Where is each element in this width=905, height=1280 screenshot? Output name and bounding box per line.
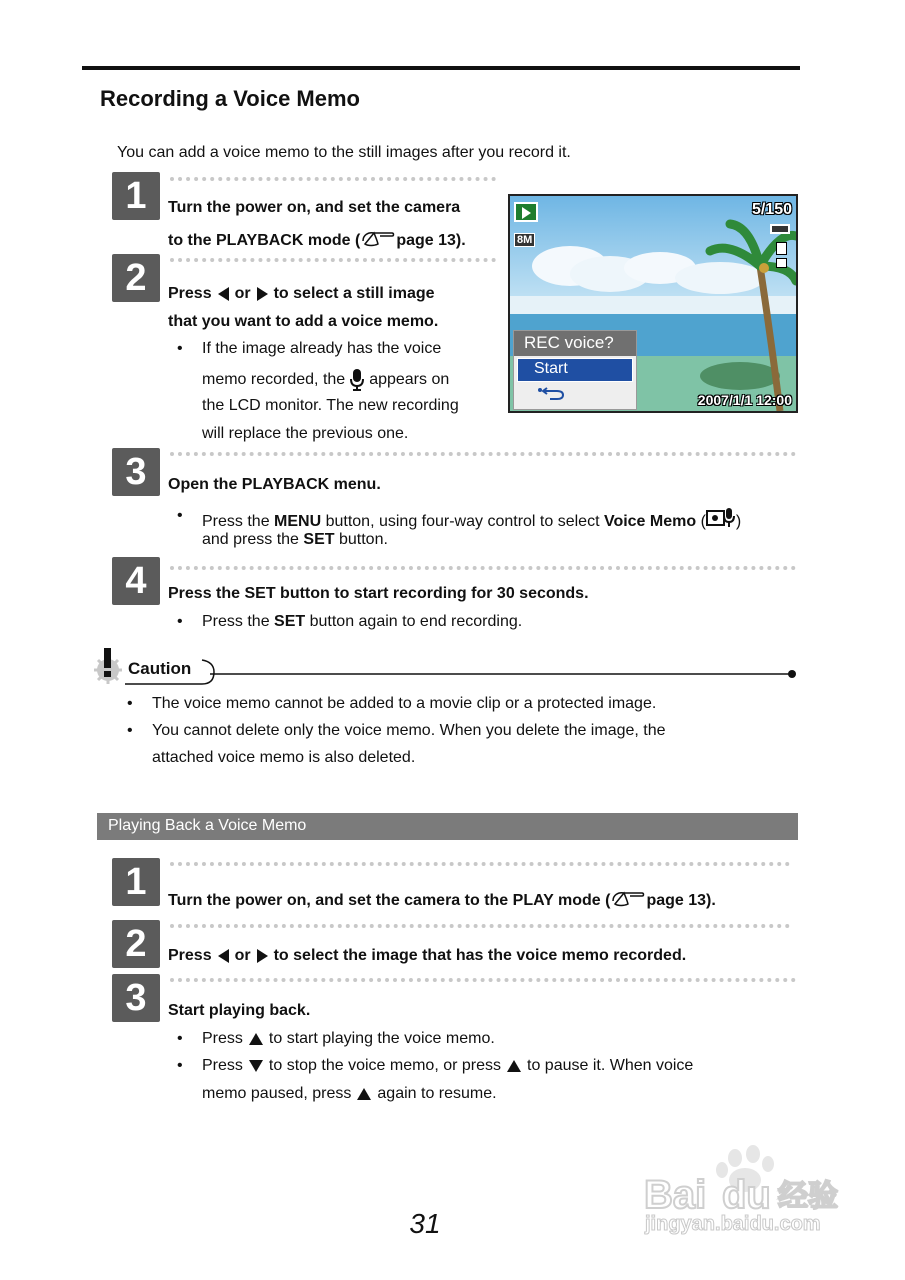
caution-item-1: • The voice memo cannot be added to a movie clip or a protected image. [152,695,656,713]
playback-step-1-text: Turn the power on, and set the camera to the PLAY mode ( page 13). [168,887,716,910]
playback-step-2-text: Press or to select the image that has the voice memo recorded. [168,947,687,964]
playback-step-3-number: 3 [112,974,160,1022]
protect-icon [776,258,787,268]
step-2-line1: Press or to select a still image [168,285,435,302]
image-size-badge: 8M [514,233,535,247]
left-arrow-icon [218,949,229,963]
step-2-bullet-line2: memo recorded, the appears on [202,368,449,392]
step-3-bullet-line1: • Press the MENU button, using four-way control to select Voice Memo ( ) [202,507,741,531]
right-arrow-icon [257,287,268,301]
playback-step-2-number: 2 [112,920,160,968]
hand-pointer-icon [610,887,646,909]
step-3-bullet-line2: and press the SET button. [202,531,388,548]
playback-step-3-bullet-1: • Press to start playing the voice memo. [202,1030,495,1048]
playback-mode-icon [514,202,538,222]
playback-step-3-title: Start playing back. [168,1002,311,1019]
playback-step-3-bullet-2: • Press to stop the voice memo, or press to pause it. When voice [202,1057,693,1075]
svg-text:du: du [722,1173,771,1217]
step-1-line1: Turn the power on, and set the camera [168,199,461,216]
step-2-line2: that you want to add a voice memo. [168,313,439,330]
step-3-number: 3 [112,448,160,496]
step-2-bullet-line3: the LCD monitor. The new recording [202,397,459,414]
divider [170,978,796,982]
step-3-title: Open the PLAYBACK menu. [168,476,381,493]
top-rule [82,66,800,70]
up-arrow-icon [507,1060,521,1072]
rec-voice-menu [513,330,637,410]
microphone-icon [349,368,365,392]
divider [170,566,796,570]
divider [170,862,790,866]
divider [170,177,496,181]
step-2-bullet-line4: will replace the previous one. [202,425,409,442]
caution-label: Caution [128,659,192,678]
step-1-line2: to the PLAYBACK mode ( page 13). [168,227,466,250]
left-arrow-icon [218,287,229,301]
right-arrow-icon [257,949,268,963]
date-time-stamp: 2007/1/1 12:00 [697,392,792,408]
caution-item-2-cont: attached voice memo is also deleted. [152,749,416,766]
up-arrow-icon [249,1033,263,1045]
lcd-screen-illustration [508,194,798,413]
divider [170,258,496,262]
page-number: 31 [409,1208,441,1239]
caution-rule [120,658,800,688]
menu-title: REC voice? [514,331,636,356]
step-4-number: 4 [112,557,160,605]
hand-pointer-icon [360,227,396,249]
menu-start-option[interactable]: Start [517,358,633,382]
playback-step-3-bullet-2-cont: memo paused, press again to resume. [202,1085,497,1102]
image-counter: 5/150 [751,201,792,218]
section-title: Playing Back a Voice Memo [108,817,307,834]
intro-text: You can add a voice memo to the still images after you record it. [117,144,571,161]
svg-text:经验: 经验 [778,1179,838,1214]
menu-return-icon[interactable] [517,384,633,406]
step-1-number: 1 [112,172,160,220]
voice-memo-icon [706,507,736,529]
memory-card-icon [776,242,787,255]
battery-icon [770,224,790,234]
divider [170,924,790,928]
svg-text:Bai: Bai [644,1173,707,1217]
up-arrow-icon [357,1088,371,1100]
divider [170,452,796,456]
step-4-title: Press the SET button to start recording for 30 seconds. [168,585,589,602]
down-arrow-icon [249,1060,263,1072]
step-4-bullet: • Press the SET button again to end recording. [202,613,522,631]
playback-step-1-number: 1 [112,858,160,906]
step-2-number: 2 [112,254,160,302]
watermark-url: jingyan.baidu.com [645,1213,821,1235]
caution-item-2: • You cannot delete only the voice memo. When you delete the image, the [152,722,666,740]
step-2-bullet-line1: • If the image already has the voice [202,340,441,358]
page-title: Recording a Voice Memo [100,86,360,111]
